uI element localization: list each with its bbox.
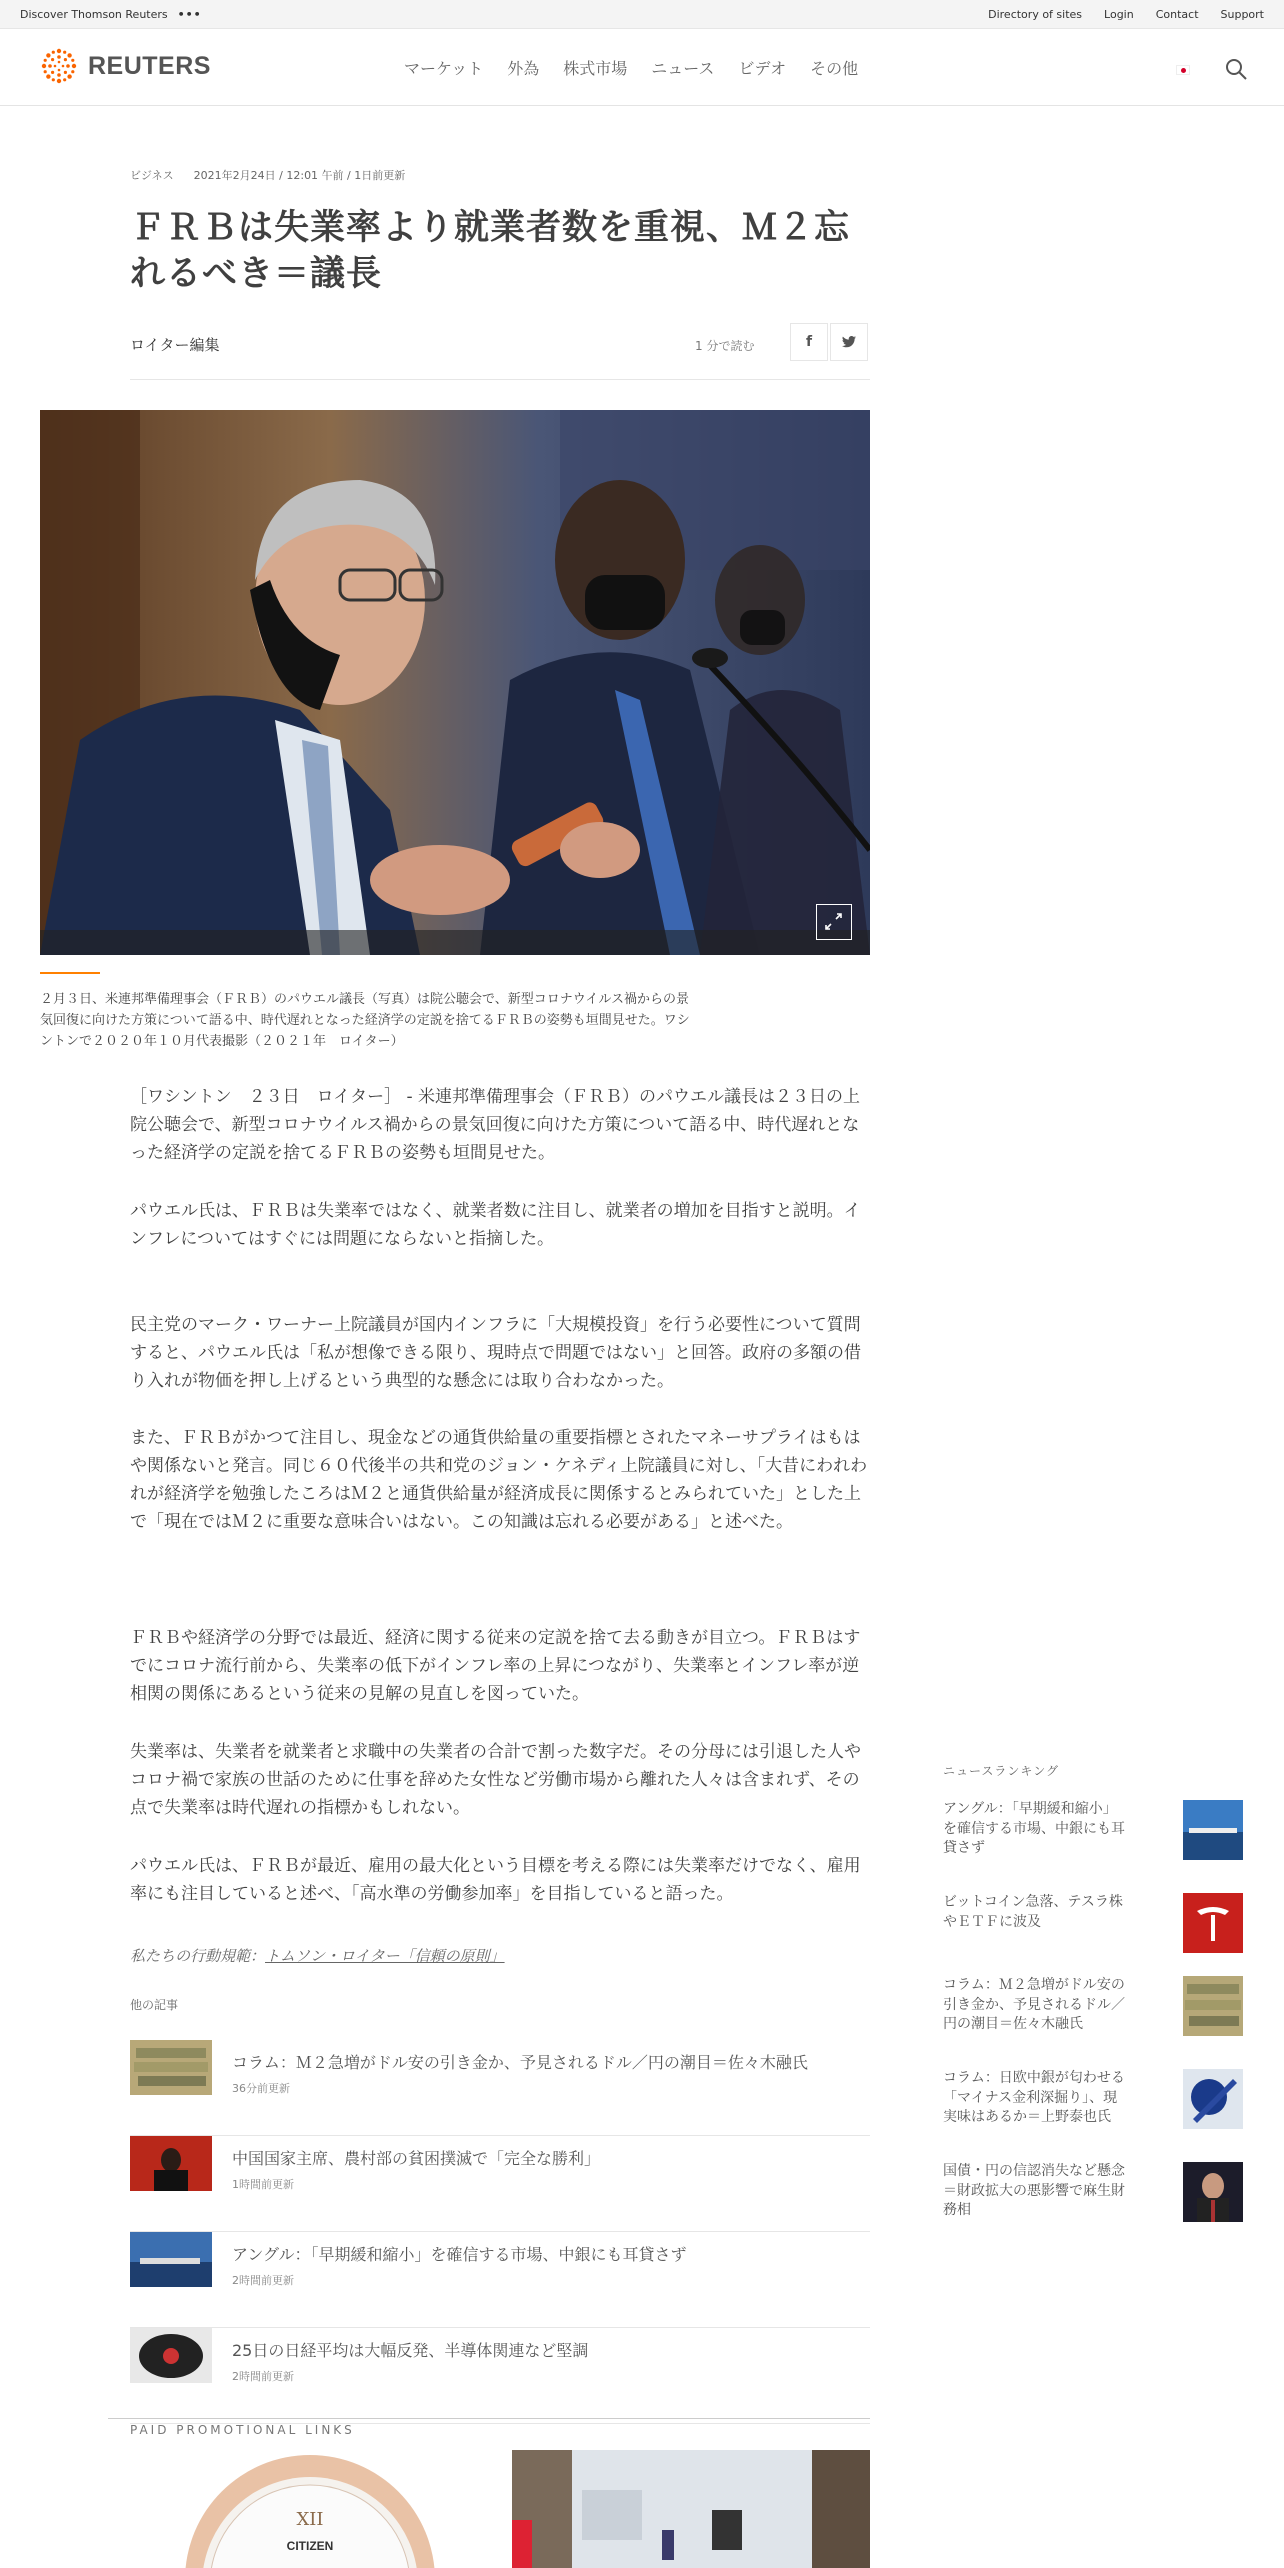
article-paragraph: ［ワシントン ２３日 ロイター］ - 米連邦準備理事会（ＦＲＢ）のパウエル議長は２３日の上院公聴会で、新型コロナウイルス禍からの景気回復に向けた方策について語る中、時代遅れとなった経済学の定説を捨てるＦＲＢの姿勢も垣間見せた。 (130, 1087, 861, 1164)
article-paragraph: ＦＲＢや経済学の分野では最近、経済に関する従来の定説を捨て去る動きが目立つ。ＦＲＢはすでにコロナ流行前から、失業率の低下がインフレ率の上昇につながり、失業率とインフレ率が逆相関の関係にあるという従来の見解の見直しを図っていた。 (130, 1628, 861, 1705)
reuters-logo-icon (40, 47, 78, 85)
paid-divider (108, 2418, 870, 2419)
related-time: 1時間前更新 (232, 2178, 294, 2191)
article-meta (130, 167, 405, 183)
code-prefix: 私たちの行動規範： (130, 1947, 266, 1965)
article-paragraph: 失業率は、失業者を就業者と求職中の失業者の合計で割った数字だ。その分母には引退した人やコロナ禍で家族の世話のために仕事を辞めた女性など労働市場から離れた人々は含まれず、その点で失業率は時代遅れの指標かもしれない。 (130, 1742, 861, 1819)
nav-forex[interactable]: 外為 (507, 59, 540, 78)
ranking-thumbnail (1183, 1976, 1243, 2036)
twitter-icon (842, 336, 856, 348)
ranking-heading: ニュースランキング (943, 1764, 1060, 1778)
related-heading: 他の記事 (130, 1998, 179, 2012)
article-paragraph: また、ＦＲＢがかつて注目し、現金などの通貨供給量の重要指標とされたマネーサプライはもはや関係ないと発言。同じ６０代後半の共和党のジョン・ケネディ上院議員に対し、「大昔にわれわれが経済学を勉強したころはＭ２と通貨供給量が経済成長に関係するとみられていた」とした上で「現在ではＭ２に重要な意味合いはない。この知識は忘れる必要がある」と述べた。 (130, 1428, 868, 1533)
facebook-share-button[interactable] (790, 323, 828, 361)
paid-heading: PAID PROMOTIONAL LINKS (130, 2423, 355, 2437)
reuters-logo[interactable] (40, 47, 211, 85)
ranking-title: ビットコイン急落、テスラ株やＥＴＦに波及 (943, 1894, 1123, 1930)
site-header (0, 29, 1284, 106)
reuters-wordmark: REUTERS (88, 51, 211, 80)
ad-brand: CITIZEN (286, 2539, 334, 2553)
lead-photo[interactable] (40, 410, 870, 955)
ranking-item[interactable] (943, 2162, 1243, 2224)
nav-news[interactable]: ニュース (651, 59, 715, 78)
related-item[interactable] (130, 2328, 870, 2424)
related-thumbnail (130, 2136, 212, 2191)
search-icon[interactable] (1224, 57, 1248, 81)
more-icon[interactable]: ••• (177, 8, 202, 21)
related-item[interactable] (130, 2232, 870, 2328)
ranking-title: アングル：「早期緩和縮小」を確信する市場、中銀にも耳貸さず (943, 1801, 1125, 1857)
expand-image-button[interactable] (816, 904, 852, 940)
read-time: 1 分で読む (695, 339, 755, 353)
related-item[interactable] (130, 2136, 870, 2232)
contact-link[interactable]: Contact (1155, 8, 1199, 21)
caption-accent-line (40, 972, 100, 974)
byline: ロイター編集 (130, 336, 220, 354)
ad-street-image[interactable] (512, 2450, 870, 2568)
related-thumbnail (130, 2040, 212, 2095)
article-paragraph: 民主党のマーク・ワーナー上院議員が国内インフラに「大規模投資」を行う必要性について質問すると、パウエル氏は「私が想像できる限り、現時点で問題ではない」と回答。政府の多額の借り入れが物価を押し上げるという典型的な懸念には取り合わなかった。 (130, 1315, 861, 1392)
nav-stocks[interactable]: 株式市場 (563, 59, 628, 78)
ranking-item[interactable] (943, 1800, 1243, 1862)
nav-more[interactable]: その他 (810, 59, 859, 78)
ranking-title: コラム：日欧中銀が匂わせる「マイナス金利深掘り」、現実味はあるか＝上野泰也氏 (943, 2070, 1125, 2126)
related-title: コラム：Ｍ２急増がドル安の引き金か、予見されるドル／円の潮目＝佐々木融氏 (232, 2053, 808, 2072)
ranking-item[interactable] (943, 1976, 1243, 2038)
code-of-conduct (130, 1945, 505, 1966)
section-label[interactable]: ビジネス (130, 169, 174, 182)
nav-markets[interactable]: マーケット (404, 59, 484, 78)
ranking-title: 国債・円の信認消失など懸念＝財政拡大の悪影響で麻生財務相 (943, 2163, 1125, 2219)
facebook-icon: f (805, 334, 813, 350)
japan-flag-icon[interactable] (1176, 65, 1190, 75)
login-link[interactable]: Login (1104, 8, 1134, 21)
related-title: 中国国家主席、農村部の貧困撲滅で「完全な勝利」 (232, 2149, 601, 2168)
related-time: 2時間前更新 (232, 2370, 294, 2383)
main-nav (404, 56, 882, 79)
ranking-thumbnail (1183, 2069, 1243, 2129)
related-title: 25日の日経平均は大幅反発、半導体関連など堅調 (232, 2341, 589, 2360)
directory-link[interactable]: Directory of sites (988, 8, 1083, 21)
ranking-thumbnail (1183, 1800, 1243, 1860)
ranking-item[interactable] (943, 1893, 1243, 1955)
expand-icon (817, 905, 850, 938)
discover-link[interactable]: Discover Thomson Reuters (20, 8, 168, 21)
svg-text:XII: XII (296, 2509, 324, 2530)
nav-video[interactable]: ビデオ (738, 59, 787, 78)
related-title: アングル：「早期緩和縮小」を確信する市場、中銀にも耳貸さず (232, 2245, 687, 2264)
article-paragraph: パウエル氏は、ＦＲＢは失業率ではなく、就業者数に注目し、就業者の増加を目指すと説明。インフレについてはすぐには問題にならないと指摘した。 (130, 1201, 861, 1250)
related-time: 36分前更新 (232, 2082, 290, 2095)
related-item[interactable] (130, 2040, 870, 2136)
utility-bar (0, 0, 1284, 29)
ranking-thumbnail (1183, 2162, 1243, 2222)
ad-watch-image[interactable] (130, 2450, 488, 2568)
byline-row (130, 320, 870, 380)
related-thumbnail (130, 2328, 212, 2383)
related-time: 2時間前更新 (232, 2274, 294, 2287)
ranking-title: コラム：Ｍ２急増がドル安の引き金か、予見されるドル／円の潮目＝佐々木融氏 (943, 1977, 1125, 2033)
support-link[interactable]: Support (1220, 8, 1264, 21)
related-thumbnail (130, 2232, 212, 2287)
twitter-share-button[interactable] (830, 323, 868, 361)
article-title: ＦＲＢは失業率より就業者数を重視、Ｍ２忘れるべき＝議長 (130, 208, 851, 294)
trust-principles-link[interactable]: トムソン・ロイター「信頼の原則」 (265, 1947, 505, 1965)
article-date: 2021年2月24日 / 12:01 午前 / 1日前更新 (193, 169, 406, 182)
ranking-item[interactable] (943, 2069, 1243, 2131)
photo-caption: ２月３日、米連邦準備理事会（ＦＲＢ）のパウエル議長（写真）は院公聴会で、新型コロナウイルス禍からの景気回復に向けた方策について語る中、時代遅れとなった経済学の定説を捨てるＦＲＢの姿勢も垣間見せた。ワシントンで２０２０年１０月代表撮影（２０２１年 ロイター） (40, 992, 690, 1049)
ranking-thumbnail (1183, 1893, 1243, 1953)
article-paragraph: パウエル氏は、ＦＲＢが最近、雇用の最大化という目標を考える際には失業率だけでなく、雇用率にも注目していると述べ、「高水準の労働参加率」を目指していると語った。 (130, 1856, 861, 1905)
